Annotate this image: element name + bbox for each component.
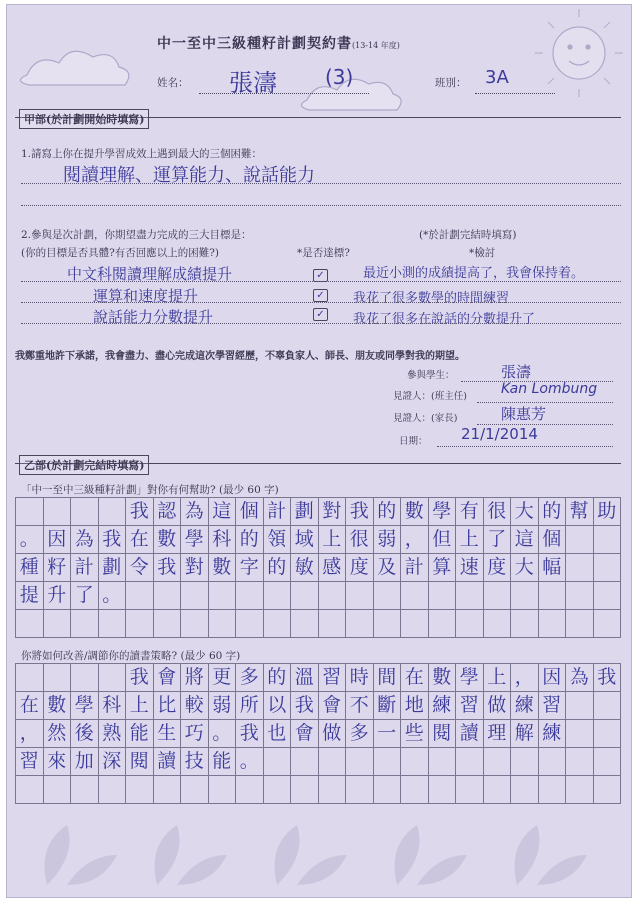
grid-cell: 及: [374, 554, 402, 582]
grid-cell: [44, 498, 72, 526]
grid-cell: [126, 610, 154, 638]
grid-cell: [154, 610, 182, 638]
grid-cell: 敏: [291, 554, 319, 582]
grid-cell: 來: [44, 748, 72, 776]
grid-cell: [456, 582, 484, 610]
grid-cell: 的: [264, 664, 292, 692]
q2-reached-label: *是否達標?: [297, 247, 350, 259]
grid-cell: 計: [401, 554, 429, 582]
goal-3: 說話能力分數提升: [93, 308, 214, 326]
grid-cell: [209, 582, 237, 610]
grid-cell: [401, 748, 429, 776]
grid-cell: [566, 582, 594, 610]
grid-cell: [236, 610, 264, 638]
grid-cell: 也: [264, 720, 292, 748]
grid-cell: 因: [539, 664, 567, 692]
grid-cell: 閱: [429, 720, 457, 748]
grid-cell: [71, 610, 99, 638]
grid-cell: [374, 582, 402, 610]
grid-cell: 不: [346, 692, 374, 720]
grid-cell: [181, 776, 209, 804]
grid-cell: 將: [181, 664, 209, 692]
grid-cell: [346, 610, 374, 638]
grid-cell: 我: [291, 692, 319, 720]
grid-cell: [539, 610, 567, 638]
grid-cell: 我: [154, 554, 182, 582]
q3-answer-grid: [15, 497, 621, 638]
grid-cell: 加: [71, 748, 99, 776]
grid-cell: [429, 582, 457, 610]
grid-cell: 習: [319, 664, 347, 692]
grid-cell: [374, 748, 402, 776]
grid-cell: [209, 776, 237, 804]
grid-cell: [566, 526, 594, 554]
grid-cell: 弱: [209, 692, 237, 720]
grid-cell: [71, 664, 99, 692]
grid-cell: 劃: [99, 554, 127, 582]
grid-cell: 時: [346, 664, 374, 692]
grid-cell: 幅: [539, 554, 567, 582]
grid-cell: 技: [181, 748, 209, 776]
grid-cell: 的: [374, 498, 402, 526]
q1-prompt: 1.請寫上你在提升學習成效上遇到最大的三個困難：: [21, 148, 263, 160]
grid-cell: 。: [209, 720, 237, 748]
grid-cell: 多: [236, 664, 264, 692]
name-value: 張濤: [229, 69, 277, 97]
grid-cell: 的: [264, 554, 292, 582]
grid-cell: 大: [511, 498, 539, 526]
grid-cell: [264, 582, 292, 610]
grid-cell: [319, 582, 347, 610]
grid-cell: 劃: [291, 498, 319, 526]
grid-cell: 幫: [566, 498, 594, 526]
grid-cell: 練: [511, 692, 539, 720]
grid-cell: 因: [44, 526, 72, 554]
grid-cell: ，: [401, 526, 429, 554]
q2-review-label: *檢討: [469, 247, 496, 259]
grid-cell: 度: [346, 554, 374, 582]
grid-cell: 。: [16, 526, 44, 554]
grid-cell: [484, 582, 512, 610]
participant-sign: 張濤: [501, 363, 532, 381]
grid-cell: [71, 498, 99, 526]
grid-cell: 解: [511, 720, 539, 748]
grid-cell: 較: [181, 692, 209, 720]
grid-cell: [71, 776, 99, 804]
grid-cell: [291, 582, 319, 610]
grid-cell: 我: [126, 664, 154, 692]
grid-cell: [594, 776, 622, 804]
grid-cell: 科: [99, 692, 127, 720]
grid-cell: [44, 664, 72, 692]
grid-cell: 升: [44, 582, 72, 610]
grid-cell: 上: [319, 526, 347, 554]
grid-cell: [594, 582, 622, 610]
q3-prompt: 「中一至中三級種籽計劃」對你有何幫助? (最少 60 字): [21, 484, 279, 496]
grid-cell: 做: [319, 720, 347, 748]
grid-cell: [346, 776, 374, 804]
grid-cell: 對: [181, 554, 209, 582]
grid-cell: [511, 748, 539, 776]
grid-cell: [319, 610, 347, 638]
check-box-2: ✓: [313, 289, 328, 302]
grid-cell: [594, 526, 622, 554]
grid-cell: 在: [126, 526, 154, 554]
year-note: (13-14 年度): [352, 41, 400, 50]
grid-cell: [539, 748, 567, 776]
grid-cell: 學: [429, 498, 457, 526]
grid-cell: [484, 748, 512, 776]
check-box-3: ✓: [313, 308, 328, 321]
grid-cell: 生: [154, 720, 182, 748]
grid-cell: [291, 610, 319, 638]
grid-cell: 練: [429, 692, 457, 720]
witness1-sign: Kan Lombung: [501, 381, 598, 397]
grid-cell: 為: [566, 664, 594, 692]
grid-cell: 會: [154, 664, 182, 692]
grid-cell: 間: [374, 664, 402, 692]
grid-cell: 會: [291, 720, 319, 748]
grid-cell: 熟: [99, 720, 127, 748]
grid-cell: 些: [401, 720, 429, 748]
grid-cell: [511, 582, 539, 610]
grid-cell: [99, 498, 127, 526]
grid-cell: [594, 720, 622, 748]
grid-cell: [511, 776, 539, 804]
grid-cell: [209, 610, 237, 638]
grid-cell: 後: [71, 720, 99, 748]
class-label: 班別：: [435, 77, 467, 89]
grid-cell: [401, 582, 429, 610]
grid-cell: [154, 776, 182, 804]
grid-cell: 。: [99, 582, 127, 610]
grid-cell: 讀: [154, 748, 182, 776]
witness2-sign: 陳惠芳: [501, 405, 547, 423]
grid-cell: 度: [484, 554, 512, 582]
grid-cell: [429, 610, 457, 638]
grid-cell: 計: [71, 554, 99, 582]
grid-cell: [511, 610, 539, 638]
grid-cell: 多: [346, 720, 374, 748]
grid-cell: [154, 582, 182, 610]
q2-note-right: (*於計劃完結時填寫): [419, 229, 517, 241]
grid-cell: 數: [44, 692, 72, 720]
grid-cell: [539, 582, 567, 610]
section-b-heading: 乙部(於計劃完結時填寫): [19, 455, 149, 475]
grid-cell: [484, 776, 512, 804]
grid-cell: 領: [264, 526, 292, 554]
class-value: 3A: [485, 67, 509, 88]
grid-cell: [126, 776, 154, 804]
goal-2: 運算和速度提升: [93, 287, 199, 305]
grid-cell: 這: [511, 526, 539, 554]
grid-cell: [566, 554, 594, 582]
grid-cell: 然: [44, 720, 72, 748]
grid-cell: 了: [71, 582, 99, 610]
grid-cell: 很: [484, 498, 512, 526]
grid-cell: [16, 664, 44, 692]
grid-cell: 做: [484, 692, 512, 720]
grid-cell: 學: [181, 526, 209, 554]
grid-cell: [594, 748, 622, 776]
grid-cell: 巧: [181, 720, 209, 748]
grid-cell: 深: [99, 748, 127, 776]
grid-cell: [456, 776, 484, 804]
grid-cell: 域: [291, 526, 319, 554]
pledge-text: 我鄭重地許下承諾，我會盡力、盡心完成這次學習經歷，不辜負家人、師長、朋友或同學對我的期望。: [15, 351, 465, 362]
grid-cell: 認: [154, 498, 182, 526]
grid-cell: 種: [16, 554, 44, 582]
grid-cell: [566, 776, 594, 804]
grid-cell: 讀: [456, 720, 484, 748]
grid-cell: [236, 582, 264, 610]
grid-cell: 在: [16, 692, 44, 720]
grid-cell: ，: [511, 664, 539, 692]
grid-cell: 比: [154, 692, 182, 720]
grid-cell: [456, 610, 484, 638]
grid-cell: 大: [511, 554, 539, 582]
participant-label: 參與學生：: [407, 370, 455, 381]
grid-cell: 為: [181, 498, 209, 526]
grid-cell: 我: [594, 664, 622, 692]
goal-1: 中文科閱讀理解成績提升: [67, 265, 233, 283]
grid-cell: 斷: [374, 692, 402, 720]
grid-cell: 字: [236, 554, 264, 582]
grid-cell: [346, 582, 374, 610]
grid-cell: 。: [236, 748, 264, 776]
grid-cell: [236, 776, 264, 804]
grid-cell: 會: [319, 692, 347, 720]
date-value: 21/1/2014: [461, 425, 538, 443]
grid-cell: 科: [209, 526, 237, 554]
grid-cell: 練: [539, 720, 567, 748]
grid-cell: [99, 664, 127, 692]
grid-cell: [566, 610, 594, 638]
name-label: 姓名：: [157, 77, 189, 89]
grid-cell: 以: [264, 692, 292, 720]
grid-cell: 這: [209, 498, 237, 526]
grid-cell: [594, 610, 622, 638]
grid-cell: [264, 610, 292, 638]
grid-cell: [44, 610, 72, 638]
grid-cell: 能: [209, 748, 237, 776]
grid-cell: [594, 692, 622, 720]
grid-cell: 速: [456, 554, 484, 582]
grid-cell: [566, 720, 594, 748]
grid-cell: 感: [319, 554, 347, 582]
grid-cell: [44, 776, 72, 804]
grid-cell: [99, 776, 127, 804]
grid-cell: 數: [429, 664, 457, 692]
review-3: 我花了很多在說話的分數提升了: [353, 312, 536, 327]
date-label: 日期：: [399, 436, 428, 447]
grid-cell: [566, 748, 594, 776]
grid-cell: [566, 692, 594, 720]
grid-cell: 在: [401, 664, 429, 692]
grid-cell: [319, 776, 347, 804]
grid-cell: [264, 776, 292, 804]
q2-prompt: 2.參與是次計劃，你期望盡力完成的三大目標是：: [21, 229, 252, 241]
grid-cell: 地: [401, 692, 429, 720]
grid-cell: [16, 610, 44, 638]
class-number: (3): [325, 65, 354, 89]
grid-cell: 上: [126, 692, 154, 720]
check-box-1: ✓: [313, 269, 328, 282]
grid-cell: [594, 554, 622, 582]
grid-cell: 有: [456, 498, 484, 526]
grid-cell: 很: [346, 526, 374, 554]
grid-cell: [401, 776, 429, 804]
grid-cell: 習: [539, 692, 567, 720]
grid-cell: 理: [484, 720, 512, 748]
grid-cell: 的: [539, 498, 567, 526]
witness2-label: 見證人：(家長): [393, 413, 458, 424]
grid-cell: 我: [126, 498, 154, 526]
grid-cell: [181, 582, 209, 610]
grid-cell: [16, 498, 44, 526]
grid-cell: [401, 610, 429, 638]
review-2: 我花了很多數學的時間練習: [353, 291, 510, 306]
grid-cell: 上: [456, 526, 484, 554]
grid-cell: 溫: [291, 664, 319, 692]
section-a-heading: 甲部(於計劃開始時填寫): [19, 109, 149, 129]
grid-cell: [291, 748, 319, 776]
grid-cell: 數: [401, 498, 429, 526]
grid-cell: 上: [484, 664, 512, 692]
grid-cell: 計: [264, 498, 292, 526]
grid-cell: 我: [99, 526, 127, 554]
grid-cell: 數: [154, 526, 182, 554]
grid-cell: [429, 776, 457, 804]
q2-subprompt: (你的目標是否具體?有否回應以上的困難?): [21, 247, 219, 259]
grid-cell: [429, 748, 457, 776]
grid-cell: [456, 748, 484, 776]
review-1: 最近小測的成績提高了，我會保持着。: [363, 266, 585, 281]
grid-cell: 的: [236, 526, 264, 554]
grid-cell: 我: [346, 498, 374, 526]
grid-cell: 數: [209, 554, 237, 582]
grid-cell: [16, 776, 44, 804]
grid-cell: 算: [429, 554, 457, 582]
grid-cell: 個: [236, 498, 264, 526]
grid-cell: 閱: [126, 748, 154, 776]
witness1-label: 見證人：(班主任): [393, 391, 467, 402]
grid-cell: 提: [16, 582, 44, 610]
grid-cell: 為: [71, 526, 99, 554]
grid-cell: [126, 582, 154, 610]
grid-cell: [181, 610, 209, 638]
grid-cell: [319, 748, 347, 776]
grid-cell: 習: [16, 748, 44, 776]
grid-cell: [346, 748, 374, 776]
grid-cell: 助: [594, 498, 622, 526]
grid-cell: ，: [16, 720, 44, 748]
grid-cell: 能: [126, 720, 154, 748]
grid-cell: 一: [374, 720, 402, 748]
grid-cell: 籽: [44, 554, 72, 582]
title-text: 中一至中三級種籽計劃契約書: [157, 36, 352, 52]
q1-answer: 閱讀理解、運算能力、說話能力: [63, 165, 315, 186]
grid-cell: [374, 776, 402, 804]
grid-cell: [374, 610, 402, 638]
grid-cell: [264, 748, 292, 776]
q4-prompt: 你將如何改善/調節你的讀書策略? (最少 60 字): [21, 650, 241, 662]
grid-cell: 令: [126, 554, 154, 582]
grid-cell: 了: [484, 526, 512, 554]
grid-cell: 個: [539, 526, 567, 554]
grid-cell: 習: [456, 692, 484, 720]
grid-cell: [539, 776, 567, 804]
grid-cell: [291, 776, 319, 804]
grid-cell: 弱: [374, 526, 402, 554]
grid-cell: 所: [236, 692, 264, 720]
q4-answer-grid: [15, 663, 621, 804]
grid-cell: 學: [71, 692, 99, 720]
grid-cell: 更: [209, 664, 237, 692]
grid-cell: 我: [236, 720, 264, 748]
grid-cell: 學: [456, 664, 484, 692]
grid-cell: 對: [319, 498, 347, 526]
grid-cell: [99, 610, 127, 638]
grid-cell: [484, 610, 512, 638]
grid-cell: 但: [429, 526, 457, 554]
document-title: [157, 33, 400, 53]
contract-sheet: [6, 4, 632, 898]
